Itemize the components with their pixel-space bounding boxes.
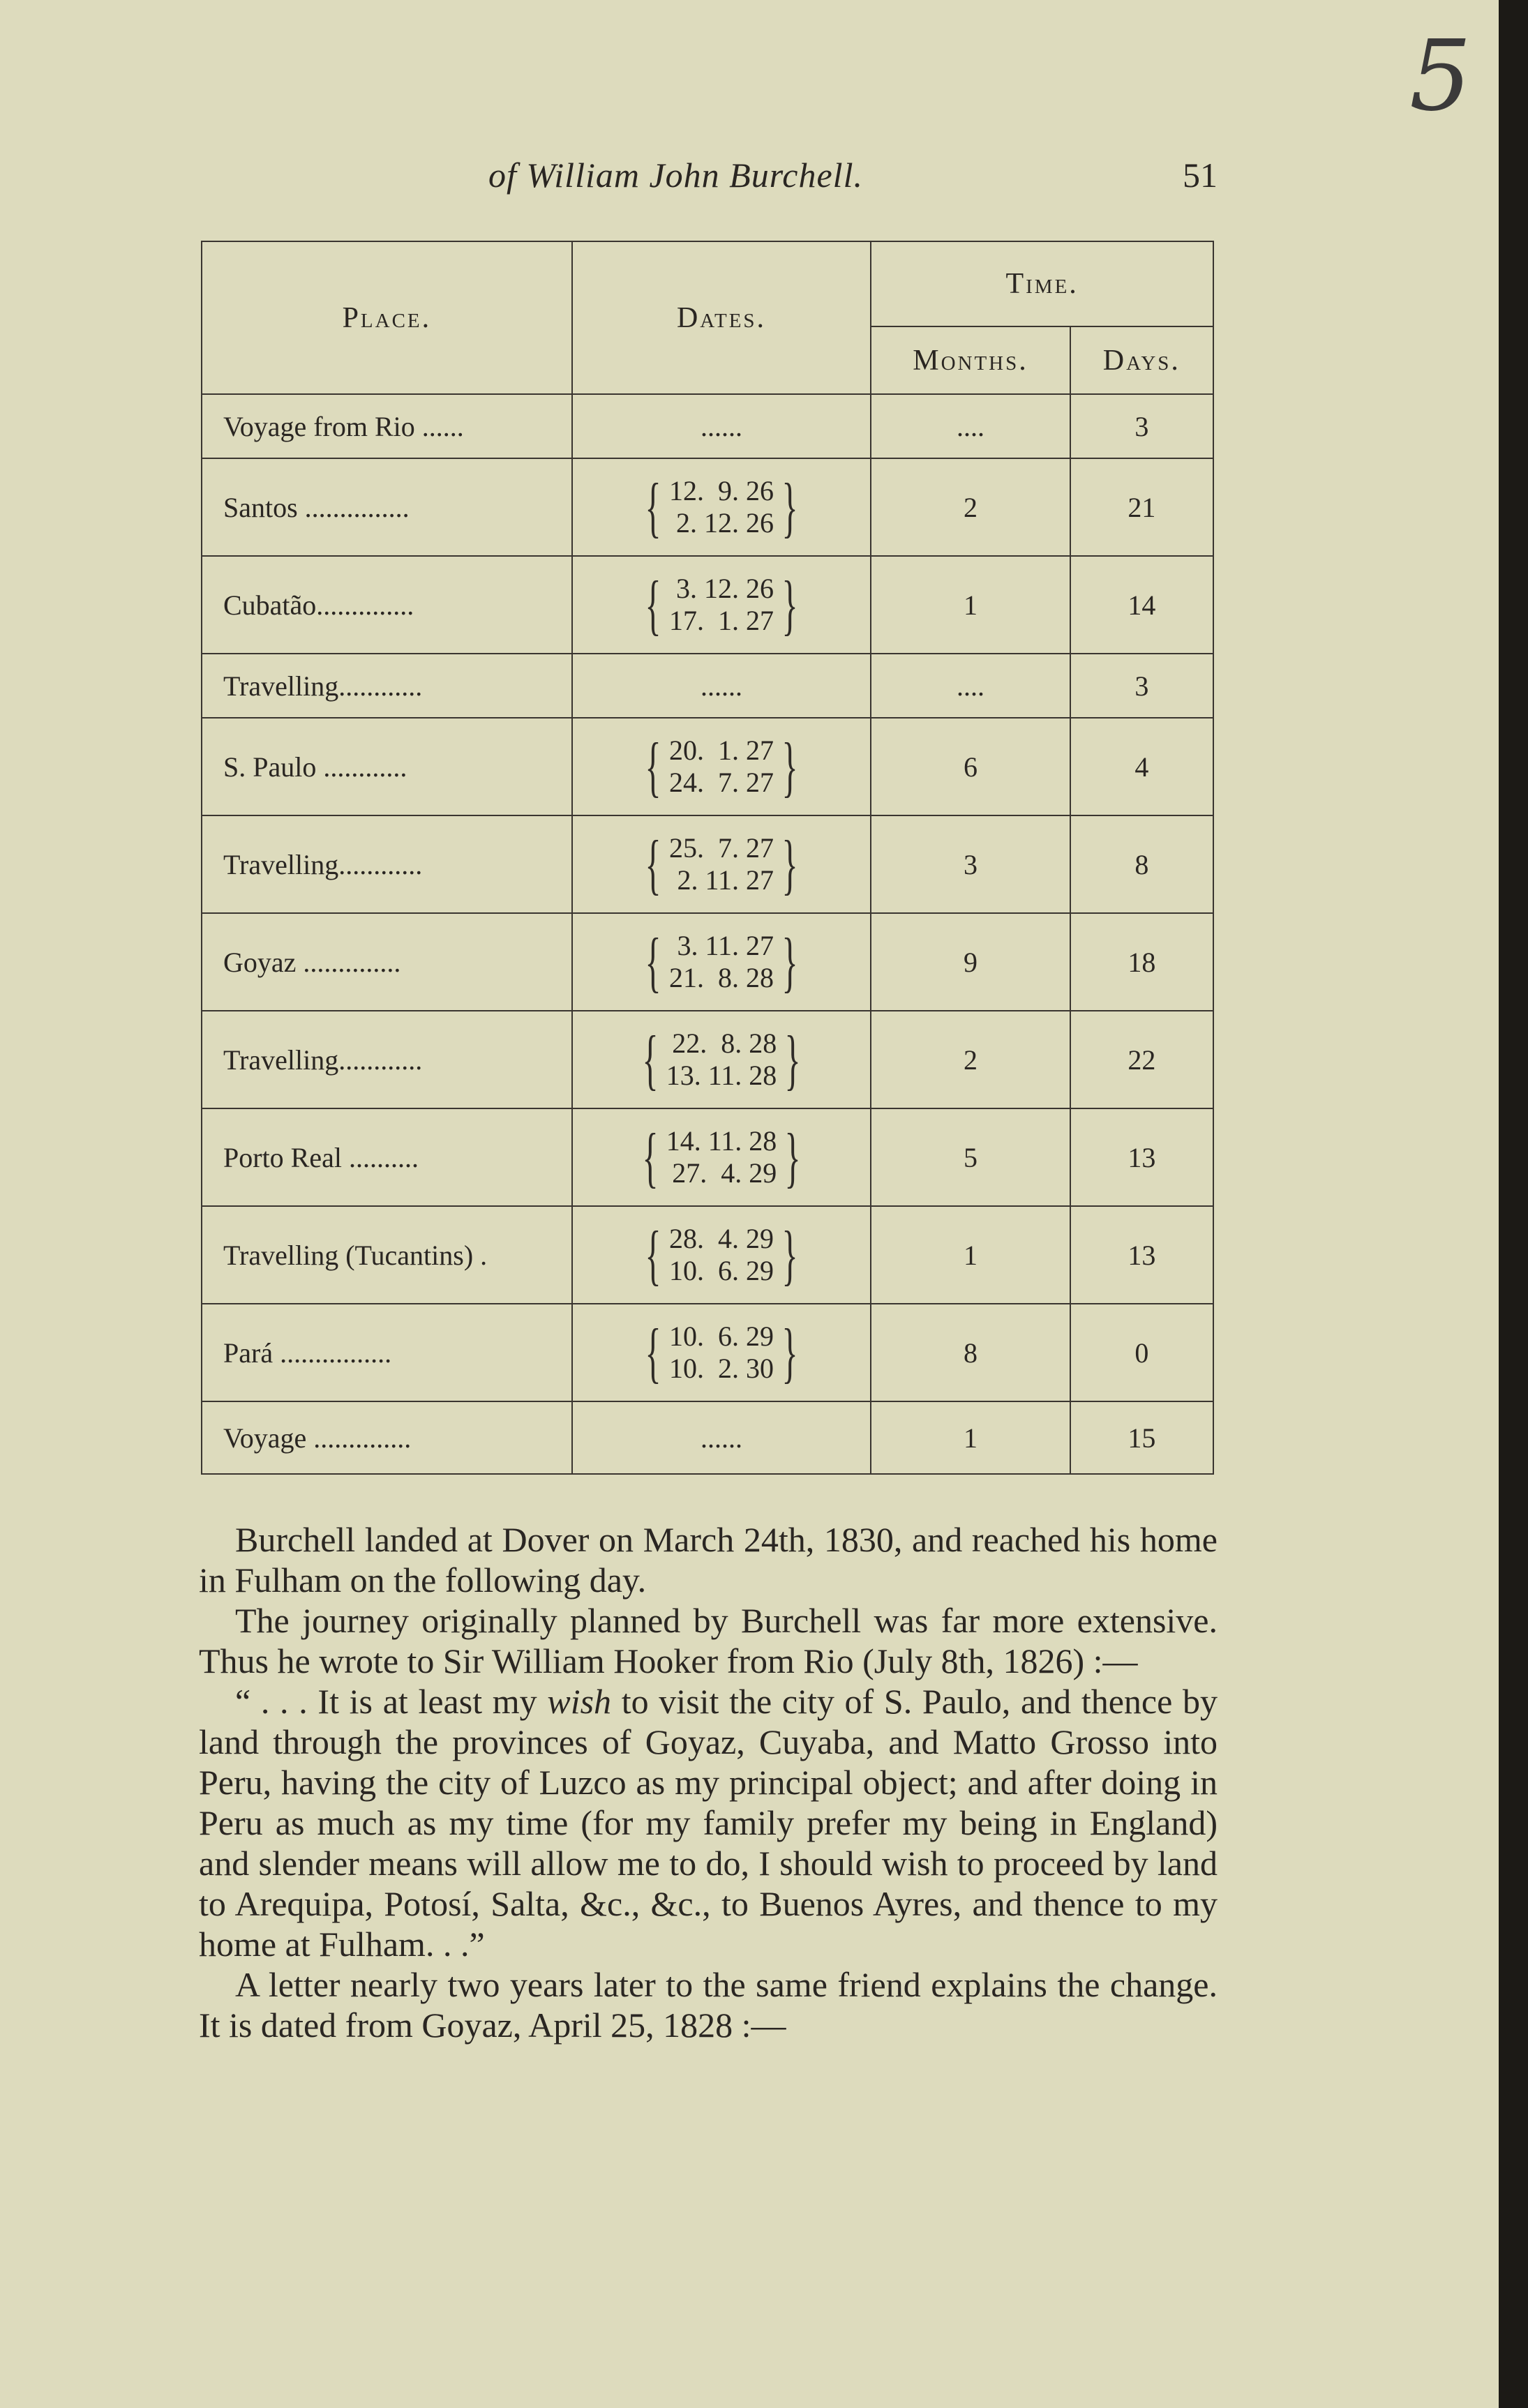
paragraph-letter: A letter nearly two years later to the same friend explains the change. It is dated from Goyaz, April 25, 1828 :— bbox=[199, 1965, 1218, 2045]
pencil-page-number: 5 bbox=[1409, 20, 1472, 133]
cell-days: 14 bbox=[1070, 556, 1213, 654]
right-brace: } bbox=[781, 1217, 798, 1292]
cell-dates bbox=[572, 718, 871, 815]
cell-dates bbox=[572, 1011, 871, 1108]
table-row bbox=[202, 913, 1213, 1011]
left-brace: { bbox=[645, 567, 661, 642]
left-brace: { bbox=[645, 1315, 661, 1390]
page-number: 51 bbox=[1183, 156, 1218, 195]
date-start: 25. 7. 27 bbox=[669, 832, 774, 864]
cell-months: .... bbox=[871, 394, 1070, 458]
date-start: 3. 12. 26 bbox=[676, 573, 774, 604]
paragraph-quotation bbox=[199, 1681, 1218, 1964]
cell-dates bbox=[572, 1206, 871, 1304]
cell-dates bbox=[572, 1401, 871, 1474]
date-placeholder: ...... bbox=[701, 1422, 742, 1454]
date-start: 28. 4. 29 bbox=[669, 1223, 774, 1254]
right-brace: } bbox=[781, 469, 798, 544]
left-brace: { bbox=[645, 1217, 661, 1292]
right-brace: } bbox=[784, 1120, 801, 1194]
header-days: Days. bbox=[1070, 326, 1213, 394]
date-start: 10. 6. 29 bbox=[669, 1320, 774, 1352]
cell-months: .... bbox=[871, 654, 1070, 718]
cell-days: 0 bbox=[1070, 1304, 1213, 1401]
table-row bbox=[202, 654, 1213, 718]
cell-dates bbox=[572, 556, 871, 654]
page-edge-shadow bbox=[1499, 0, 1528, 2408]
cell-days: 4 bbox=[1070, 718, 1213, 815]
cell-dates bbox=[572, 1304, 871, 1401]
left-brace: { bbox=[642, 1120, 659, 1194]
cell-dates bbox=[572, 458, 871, 556]
date-end: 10. 6. 29 bbox=[669, 1255, 774, 1286]
table-row bbox=[202, 1401, 1213, 1474]
cell-days: 15 bbox=[1070, 1401, 1213, 1474]
cell-place: Porto Real .......... bbox=[202, 1108, 572, 1206]
cell-months: 1 bbox=[871, 556, 1070, 654]
date-start: 12. 9. 26 bbox=[669, 475, 774, 506]
cell-place: Travelling............ bbox=[202, 654, 572, 718]
table-body bbox=[202, 394, 1213, 1474]
header-months: Months. bbox=[871, 326, 1070, 394]
right-brace: } bbox=[781, 827, 798, 901]
cell-dates bbox=[572, 1108, 871, 1206]
cell-days: 3 bbox=[1070, 394, 1213, 458]
right-brace: } bbox=[781, 567, 798, 642]
left-brace: { bbox=[642, 1022, 659, 1097]
itinerary-table bbox=[201, 241, 1214, 1475]
cell-days: 13 bbox=[1070, 1206, 1213, 1304]
date-end: 27. 4. 29 bbox=[672, 1157, 777, 1189]
cell-months: 2 bbox=[871, 1011, 1070, 1108]
date-end: 2. 12. 26 bbox=[676, 507, 774, 539]
cell-days: 21 bbox=[1070, 458, 1213, 556]
date-start: 3. 11. 27 bbox=[677, 930, 774, 961]
cell-days: 18 bbox=[1070, 913, 1213, 1011]
cell-months: 6 bbox=[871, 718, 1070, 815]
table-row bbox=[202, 815, 1213, 913]
date-end: 13. 11. 28 bbox=[666, 1060, 777, 1091]
cell-months: 2 bbox=[871, 458, 1070, 556]
cell-place: Pará ................ bbox=[202, 1304, 572, 1401]
cell-place: Santos ............... bbox=[202, 458, 572, 556]
right-brace: } bbox=[781, 924, 798, 999]
cell-months: 1 bbox=[871, 1206, 1070, 1304]
cell-dates bbox=[572, 913, 871, 1011]
table-row bbox=[202, 394, 1213, 458]
quote-start: “ . . . It is at least my bbox=[235, 1682, 548, 1721]
date-end: 24. 7. 27 bbox=[669, 767, 774, 798]
right-brace: } bbox=[784, 1022, 801, 1097]
body-text bbox=[199, 1519, 1218, 2045]
table-row bbox=[202, 1011, 1213, 1108]
table-row bbox=[202, 1108, 1213, 1206]
cell-dates bbox=[572, 815, 871, 913]
cell-place: Travelling............ bbox=[202, 1011, 572, 1108]
quote-emphasis: wish bbox=[547, 1682, 612, 1721]
header-place: Place. bbox=[202, 241, 572, 394]
cell-place: Travelling............ bbox=[202, 815, 572, 913]
cell-months: 9 bbox=[871, 913, 1070, 1011]
cell-place: Travelling (Tucantins) . bbox=[202, 1206, 572, 1304]
right-brace: } bbox=[781, 729, 798, 804]
cell-place: Voyage from Rio ...... bbox=[202, 394, 572, 458]
table-row bbox=[202, 458, 1213, 556]
date-end: 17. 1. 27 bbox=[669, 605, 774, 636]
header-time: Time. bbox=[871, 241, 1213, 326]
cell-days: 22 bbox=[1070, 1011, 1213, 1108]
cell-months: 3 bbox=[871, 815, 1070, 913]
date-start: 20. 1. 27 bbox=[669, 735, 774, 766]
left-brace: { bbox=[645, 469, 661, 544]
table-row bbox=[202, 1304, 1213, 1401]
cell-days: 13 bbox=[1070, 1108, 1213, 1206]
cell-place: Cubatão.............. bbox=[202, 556, 572, 654]
cell-place: Voyage .............. bbox=[202, 1401, 572, 1474]
date-end: 2. 11. 27 bbox=[677, 864, 774, 896]
table-row bbox=[202, 1206, 1213, 1304]
left-brace: { bbox=[645, 729, 661, 804]
table-row bbox=[202, 718, 1213, 815]
right-brace: } bbox=[781, 1315, 798, 1390]
cell-months: 8 bbox=[871, 1304, 1070, 1401]
cell-place: S. Paulo ............ bbox=[202, 718, 572, 815]
cell-dates bbox=[572, 394, 871, 458]
date-placeholder: ...... bbox=[701, 670, 742, 702]
paragraph-journey-plan: The journey originally planned by Burchell was far more extensive. Thus he wrote to Sir William Hooker from Rio (July 8th, 1826) :— bbox=[199, 1601, 1218, 1680]
date-end: 10. 2. 30 bbox=[669, 1353, 774, 1384]
quote-rest: to visit the city of S. Paulo, and thence by land through the provinces of Goyaz, Cuyaba, and Matto Grosso into Peru, having the city of Luzco as my principal object; and after doing in Peru as much as my time (for my family prefer my being in England) and slender means will allow me to do, I should wish to proceed by land to Arequipa, Potosí, Salta, &c., &c., to Buenos Ayres, and thence to my home at Fulham. . .” bbox=[199, 1682, 1218, 1964]
date-start: 14. 11. 28 bbox=[666, 1125, 777, 1157]
paragraph-arrival: Burchell landed at Dover on March 24th, 1830, and reached his home in Fulham on the following day. bbox=[199, 1520, 1218, 1600]
left-brace: { bbox=[645, 924, 661, 999]
date-end: 21. 8. 28 bbox=[669, 962, 774, 993]
header-dates: Dates. bbox=[572, 241, 871, 394]
cell-days: 3 bbox=[1070, 654, 1213, 718]
cell-months: 5 bbox=[871, 1108, 1070, 1206]
date-placeholder: ...... bbox=[701, 410, 742, 442]
running-head: of William John Burchell. bbox=[488, 156, 863, 195]
table-row bbox=[202, 556, 1213, 654]
left-brace: { bbox=[645, 827, 661, 901]
date-start: 22. 8. 28 bbox=[672, 1028, 777, 1059]
cell-place: Goyaz .............. bbox=[202, 913, 572, 1011]
cell-days: 8 bbox=[1070, 815, 1213, 913]
cell-months: 1 bbox=[871, 1401, 1070, 1474]
cell-dates bbox=[572, 654, 871, 718]
